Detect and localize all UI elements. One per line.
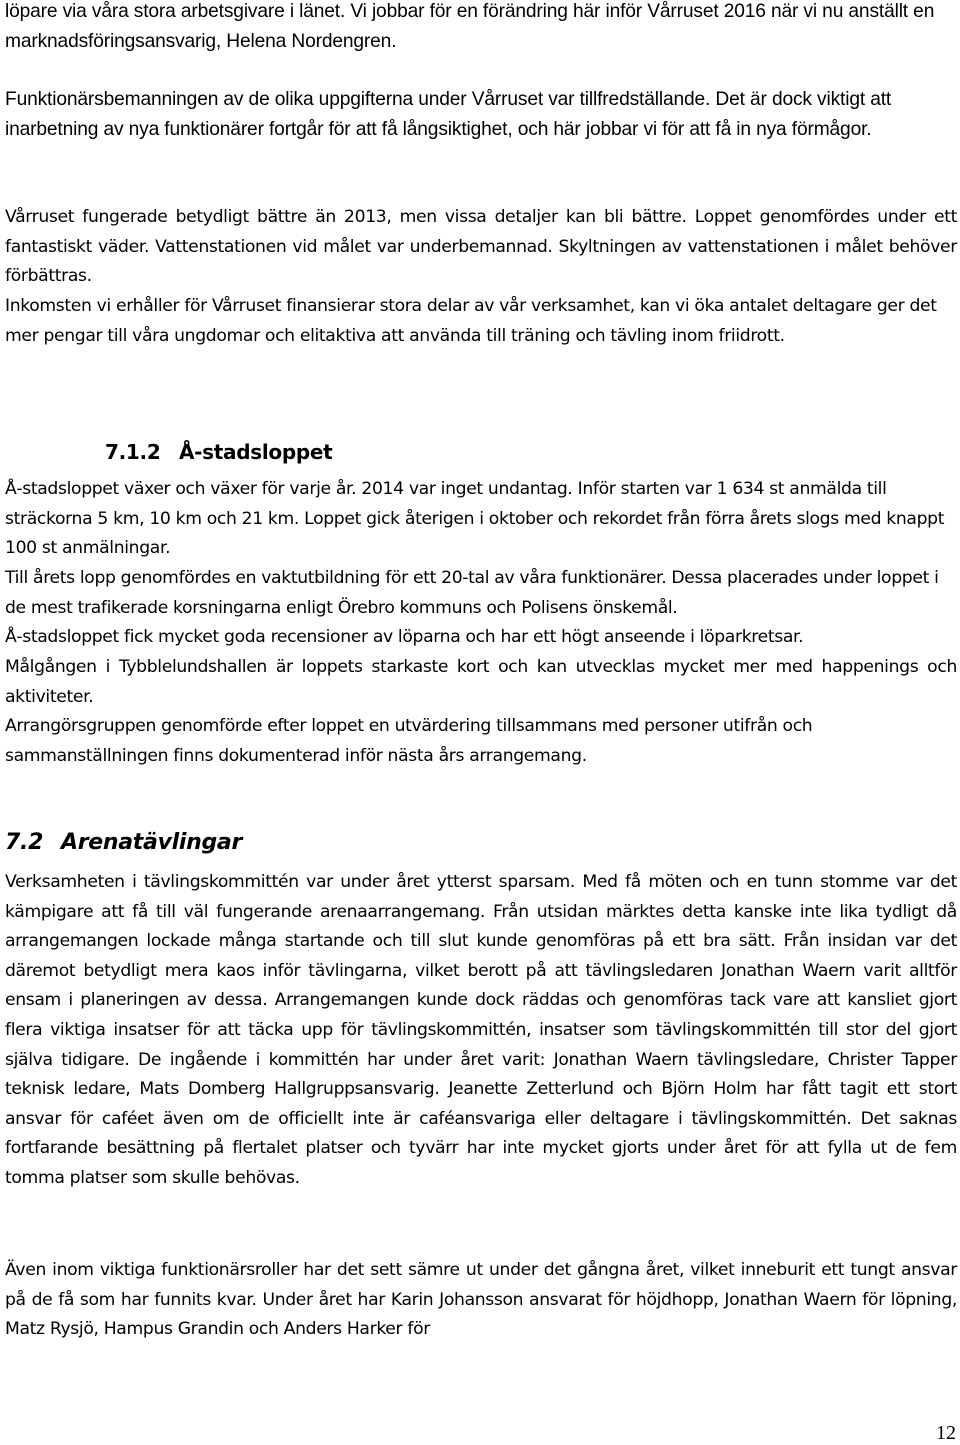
section-heading-7-1-2: [105, 437, 332, 467]
paragraph-staffing: Funktionärsbemanningen av de olika uppgifterna under Vårruset var tillfredställande. Det är dock viktigt att inarbetning av nya funktionärer fortgår för att få långsiktighet, och här jobbar vi för att få in nya förmågor.: [5, 89, 892, 140]
paragraph-evaluation-group: Arrangörsgruppen genomförde efter loppet en utvärdering tillsammans med personer utifrån och sammanställningen finns dokumenterad inför nästa års arrangemang.: [5, 716, 813, 766]
section-title: Å-stadsloppet: [179, 440, 333, 464]
paragraph-astadsloppet-growth: Å-stadsloppet växer och växer för varje år. 2014 var inget undantag. Inför starten var 1 634 st anmälda till sträckorna 5 km, 10 km och 21 km. Loppet gick återigen i oktober och rekordet från förra årets slogs med knappt 100 st anmälningar.: [5, 479, 945, 559]
paragraph-reviews: Å-stadsloppet fick mycket goda recensioner av löparna och har ett högt anseende i löparkretsar.: [5, 627, 804, 647]
paragraph-official-roles: Även inom viktiga funktionärsroller har det sett sämre ut under det gångna året, vilket inneburit ett tungt ansvar på de få som har funnits kvar. Under året har Karin Johansson ansvarat för höjdhopp, Jonathan Waern för löpning, Matz Rysjö, Hampus Grandin och Anders Harker för: [5, 1260, 957, 1340]
paragraph-competition-committee: Verksamheten i tävlingskommittén var under året ytterst sparsam. Med få möten och en tunn stomme var det kämpigare att få till väl fungerande arenaarrangemang. Från utsidan märktes detta kanske inte lika tydligt då arrangemangen lockade många startande och till slut kunde genomföras på ett bra sätt. Från insidan var det däremot betydligt mera kaos inför tävlingarna, vilket berott på att tävlingsledaren Jonathan Waern varit alltför ensam i planeringen av dessa. Arrangemangen kunde dock räddas och genomföras tack vare att kansliet gjort flera viktiga insatser för att täcka upp för tävlingskommittén, insatser som tävlingskommittén till stor del gjort själva tidigare. De ingående i kommittén har under året varit: Jonathan Waern tävlingsledare, Christer Tapper teknisk ledare, Mats Domberg Hallgruppsansvarig. Jeanette Zetterlund och Björn Holm har fått tagit ett stort ansvar för caféet även om de officiellt inte är caféansvariga eller deltagare i tävlingskommittén. Det saknas fortfarande besättning på flertalet platser och tyvärr har inte mycket gjorts under året för att fylla ut de fem tomma platser som skulle behövas.: [5, 872, 957, 1188]
section-heading-7-2: [5, 826, 242, 860]
page-number: 12: [936, 1422, 956, 1444]
section-number: 7.2: [5, 830, 44, 855]
section-title: Arenatävlingar: [61, 830, 242, 855]
paragraph-varruset-income: Inkomsten vi erhåller för Vårruset finansierar stora delar av vår verksamhet, kan vi öka antalet deltagare ger det mer pengar till våra ungdomar och elitaktiva att använda till träning och tävling inom friidrott.: [5, 296, 937, 346]
section-number: 7.1.2: [105, 440, 161, 464]
paragraph-varruset-evaluation: Vårruset fungerade betydligt bättre än 2013, men vissa detaljer kan bli bättre. Loppet genomfördes under ett fantastiskt väder. Vattenstationen vid målet var underbemannad. Skyltningen av vattenstationen i målet behöver förbättras.: [5, 207, 957, 287]
paragraph-guard-training: Till årets lopp genomfördes en vaktutbildning för ett 20-tal av våra funktionärer. Dessa placerades under loppet i de mest trafikerade korsningarna enligt Örebro kommuns och Polisens önskemål.: [5, 568, 939, 618]
paragraph-intro-continuation: löpare via våra stora arbetsgivare i länet. Vi jobbar för en förändring här inför Vårruset 2016 när vi nu anställt en marknadsföringsansvarig, Helena Nordengren.: [5, 1, 935, 52]
paragraph-finish-area: Målgången i Tybblelundshallen är loppets starkaste kort och kan utvecklas mycket mer med happenings och aktiviteter.: [5, 657, 957, 707]
